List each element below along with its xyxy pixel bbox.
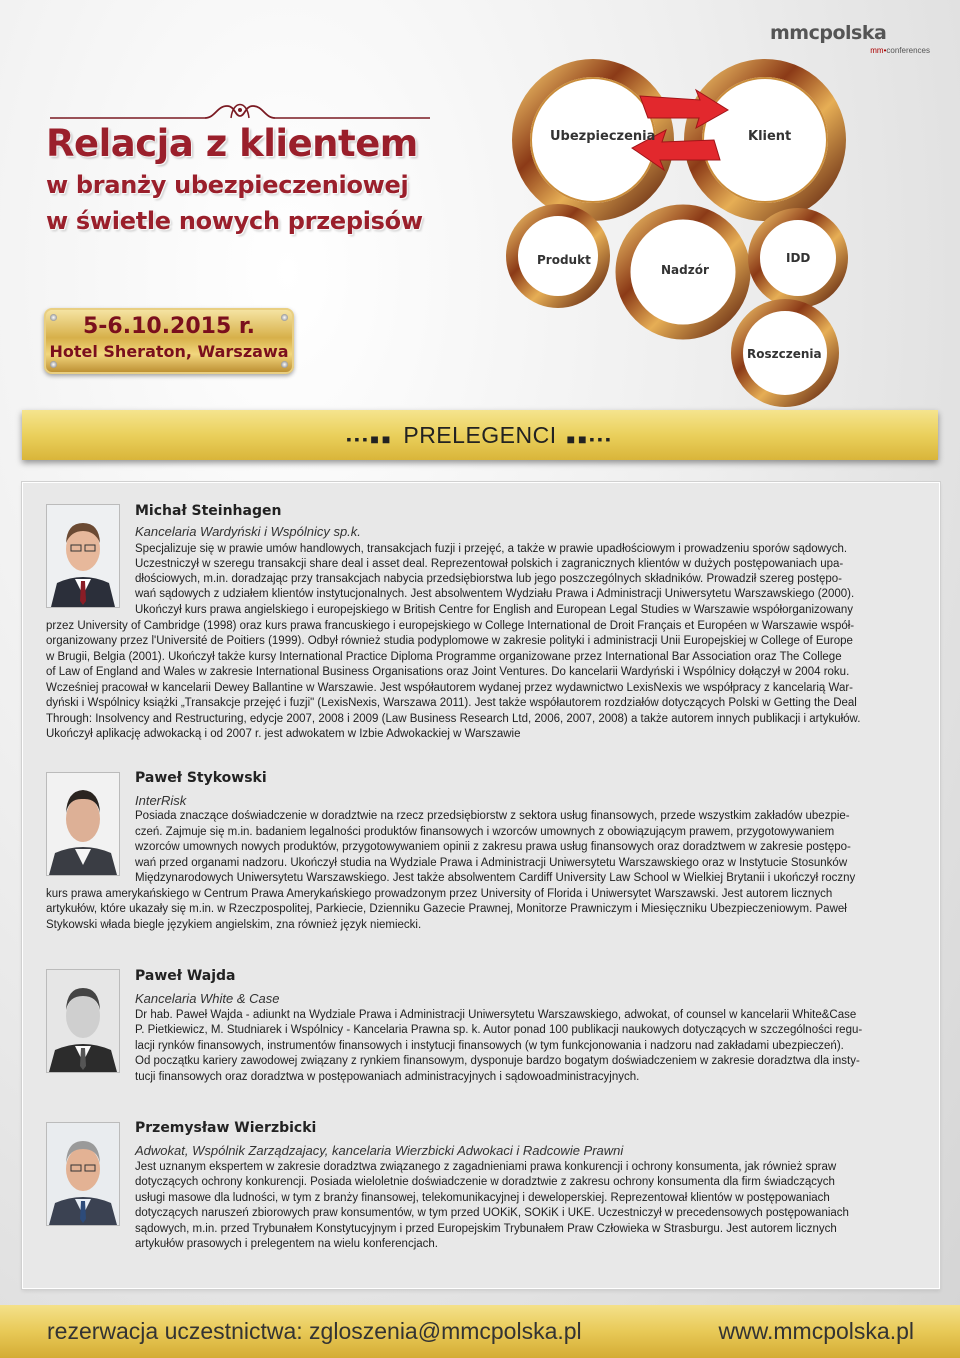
speaker-bio-line: Dr hab. Paweł Wajda - adiunkt na Wydziale Prawa i Administracji Uniwersytetu Warszawskiego, adwokat, of counsel w kancelarii White&Case: [135, 1009, 857, 1021]
speaker-bio-line: of Law of England and Wales w zakresie International Business Organisations oraz Joint Ventures. Do kancelarii Wardyński i Wspólnicy dołączył w 2004 roku.: [46, 666, 850, 678]
label-idd: IDD: [786, 251, 811, 265]
speaker-bio-line: dotyczących ochrony konkurencji. Posiada wieloletnie doświadczenie w doradztwie z zakresu ochrony konsumenta dla firm świadczących: [135, 1176, 835, 1188]
speaker-bio-line: wzorców umownych nowych produktów, przygotowywaniem opinii z zakresu prawa usług finansowych oraz doradztwem w zakresie postępo-: [135, 841, 851, 853]
speaker-org: Kancelaria White & Case: [135, 991, 280, 1006]
speaker-bio-line: Ukończył aplikację adwokacką i od 2007 r. jest adwokatem w Izbie Adwokackiej w Warszawie: [46, 728, 521, 740]
speaker-bio-line: Ukończył kurs prawa angielskiego i europejskiego w British Centre for English and European Legal Studies w Warszawie współorganizowany: [135, 604, 854, 616]
event-date: 5-6.10.2015 r.: [82, 314, 256, 339]
speaker-photo: [46, 1122, 120, 1226]
speaker-photo: [46, 772, 120, 876]
speaker-bio-line: Wcześniej pracował w kancelarii Dewey Ballantine w Warszawie. Jest współautorem wydanej przez wydawnictwo LexisNexis we współpracy z kancelarią War-: [46, 682, 853, 694]
title-line-2: w branży ubezpieczeniowej: [46, 171, 409, 199]
speaker-bio-line: P. Pietkiewicz, M. Studniarek i Wspólnicy - Kancelaria Prawna sp. k. Autor ponad 100 publikacji naukowych dotyczących w szczególności regu-: [135, 1024, 863, 1036]
speaker-bio-line: dłościowych, m.in. doradzając przy transakcjach nabycia przedsiębiorstwa lub jego poszczególnych składników. Prowadził szereg postępo-: [135, 573, 842, 585]
speaker-bio-line: usługi masowe dla ludności, w tym z branży finansowej, telekomunikacyjnej i deweloperskiej. Reprezentował klientów w postępowaniach: [135, 1192, 830, 1204]
speaker-bio-line: dyński i Wspólnicy książki „Transakcje przejęć i fuzji" (LexisNexis, Warszawa 2011). Jest także współautorem rozdziałów dotyczących Polski w Getting the Deal: [46, 697, 857, 709]
logo-brand: mmcpolska: [770, 22, 887, 44]
speaker-bio-line: artykułów, które ukazały się m.in. w Rzeczpospolitej, Parkiecie, Dzienniku Gazecie Prawnej, Monitorze Prawniczym i Miesięczniku Ubezpieczeniowym. Paweł: [46, 903, 847, 915]
event-plaque: [44, 308, 294, 374]
plaque-pin: [50, 361, 57, 368]
banner-deco-left-icon: ▪▪▪■■: [346, 430, 394, 447]
speaker-bio-line: Posiada znaczące doświadczenie w doradztwie na rzecz przedsiębiorstw z sektora usług finansowych, przede wszystkim zakładów ubezpie-: [135, 810, 850, 822]
logo-wordmark: [770, 22, 930, 44]
label-klient: Klient: [748, 129, 792, 144]
event-venue: Hotel Sheraton, Warszawa: [49, 342, 289, 361]
speaker-bio-line: Stykowski włada biegle językiem angielskim, zna również język niemiecki.: [46, 919, 422, 931]
reservation-contact: [47, 1318, 582, 1345]
speaker-org: InterRisk: [135, 793, 187, 808]
speaker-name: Przemysław Wierzbicki: [135, 1120, 317, 1136]
website-suffix: .pl: [889, 1318, 914, 1344]
banner-title: PRELEGENCI: [403, 422, 557, 448]
speaker-bio-line: Od początku kariery zawodowej związany z rynkiem finansowym, dysponuje bardzo bogatym doświadczeniem w zakresie doradztwa dla insty-: [135, 1055, 860, 1067]
topics-ring-graphic: [500, 58, 860, 408]
website-prefix: www.: [718, 1318, 774, 1344]
speaker-bio-line: wań przed organami nadzoru. Ukończył studia na Wydziale Prawa i Administracji Uniwersytetu Warszawskiego oraz w Instytucie Stosunków: [135, 857, 848, 869]
speaker-bio-line: Through: Insolvency and Restructuring, edycje 2007, 2008 i 2009 (Law Business Research Ltd, 2006, 2007, 2008) a także autorem innych publikacji i artykułów.: [46, 713, 861, 725]
speaker-bio-line: tucji finansowych oraz doradztwa w postępowaniach administracyjnych i sądowoadministracyjnych.: [135, 1071, 640, 1083]
speaker-name: Paweł Stykowski: [135, 770, 267, 786]
speaker-bio-line: organizowany przez l'Université de Poitiers (1999). Odbył również studia podyplomowe w zakresie polityki i administracji Unii Europejskiej w College of Europe: [46, 635, 853, 647]
speaker-bio-line: Specjalizuje się w prawie umów handlowych, transakcjach fuzji i przejęć, a także w prawie upadłościowym i prowadzeniu sporów sądowych.: [135, 543, 848, 555]
speaker-bio-line: czeń. Zajmuje się m.in. badaniem legalności produktów finansowych i wzorców umownych z obowiązującym prawem, przygotowywaniem: [135, 826, 835, 838]
logo-sub-prefix: mm: [870, 46, 884, 55]
website-main: mmcpolska: [773, 1318, 890, 1344]
label-nadzor: Nadzór: [661, 263, 709, 277]
speaker-bio-line: sądowych, m.in. przed Trybunałem Konstytucyjnym i przed Europejskim Trybunałem Praw Człowieka w Strasburgu. Jest autorem licznych: [135, 1223, 837, 1235]
plaque-pin: [281, 314, 288, 321]
speaker-bio-line: wań sądowych z udziałem klientów instytucjonalnych. Jest absolwentem Wydziału Prawa i Administracji Uniwersytetu Warszawskiego (2000).: [135, 588, 855, 600]
label-roszczenia: Roszczenia: [747, 347, 822, 361]
logo-sub-main: conferences: [886, 46, 930, 55]
plaque-pin: [281, 361, 288, 368]
speaker-bio-line: Uczestniczył w szeregu transakcji share deal i asset deal. Reprezentował polskich i zagranicznych klientów w dużych postępowaniach upa-: [135, 558, 844, 570]
speaker-bio-line: dotyczących naruszeń zbiorowych praw konsumentów, w tym przed UOKiK, SOKiK i UKE. Uczestniczył w precedensowych postępowaniach: [135, 1207, 849, 1219]
reservation-email-link[interactable]: zgloszenia@mmcpolska.pl: [309, 1318, 582, 1344]
speaker-name: Michał Steinhagen: [135, 503, 282, 519]
speaker-bio-line: Międzynarodowych Uniwersytetu Warszawskiego. Jest także absolwentem Cardiff University Law School w Wielkiej Brytanii i ukończył roczny: [135, 872, 856, 884]
speaker-name: Paweł Wajda: [135, 968, 236, 984]
title-line-1: Relacja z klientem: [46, 122, 418, 165]
label-ubezpieczenia: Ubezpieczenia: [550, 129, 656, 144]
speaker-photo: [46, 969, 120, 1073]
speaker-org: Kancelaria Wardyński i Wspólnicy sp.k.: [135, 524, 361, 539]
speaker-bio-line: w Brugii, Belgia (2001). Ukończył także kursy International Practice Diploma Programme organizowane przez International Bar Association oraz The College: [46, 651, 842, 663]
banner-deco-right-icon: ■■▪▪▪: [566, 430, 614, 447]
reservation-label: rezerwacja uczestnictwa:: [47, 1318, 310, 1344]
website-link[interactable]: [718, 1318, 914, 1345]
logo-subtitle: mm•conferences: [870, 46, 930, 55]
speaker-bio-line: kurs prawa amerykańskiego w Centrum Prawa Amerykańskiego prowadzonym przez University of Florida i Uniwersytet Warszawski. Jest autorem licznych: [46, 888, 833, 900]
speakers-banner: [22, 410, 938, 460]
speaker-photo: [46, 504, 120, 608]
speaker-bio-line: Jest uznanym ekspertem w zakresie doradztwa związanego z zagadnieniami prawa konkurencji i ochrony konsumenta, jak również spraw: [135, 1161, 837, 1173]
speaker-bio-line: lacji rynków finansowych, instrumentów finansowych i instytucji finansowych (w tym funkcjonowania i nadzoru nad zakładami ubezpieczeń).: [135, 1040, 844, 1052]
speaker-org: Adwokat, Wspólnik Zarządzajacy, kancelaria Wierzbicki Adwokaci i Radcowie Prawni: [135, 1143, 624, 1158]
plaque-pin: [50, 314, 57, 321]
title-line-3: w świetle nowych przepisów: [46, 207, 423, 235]
speaker-bio-line: artykułów prasowych i prelegentem na wielu konferencjach.: [135, 1238, 438, 1250]
speaker-bio-line: przez University of Cambridge (1998) oraz kurs prawa francuskiego i europejskiego w College International de Droit Français et Européen w Warszawie współ-: [46, 620, 855, 632]
label-produkt: Produkt: [537, 253, 591, 267]
